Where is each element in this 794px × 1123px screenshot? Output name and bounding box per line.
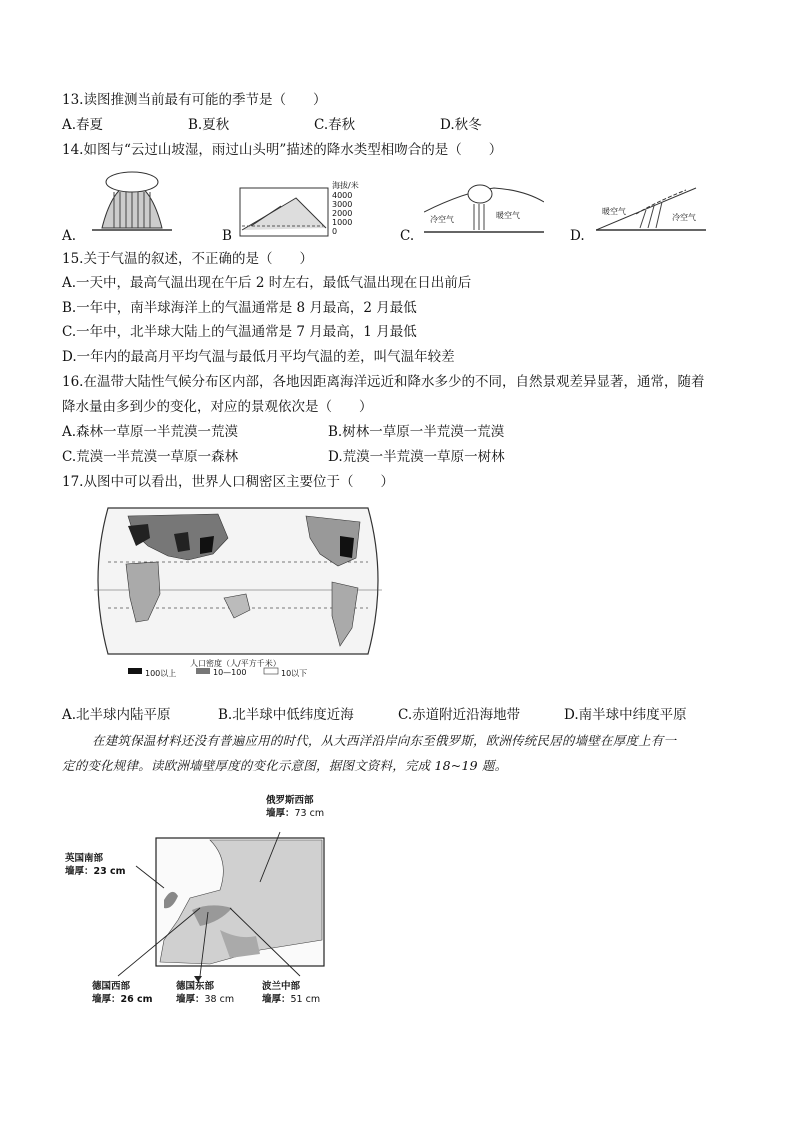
q14-stem: 14.如图与“云过山坡湿，雨过山头明”描述的降水类型相吻合的是（ ） (62, 142, 503, 158)
label-de-west-value: 26 cm (120, 994, 153, 1005)
q15-option-a[interactable]: A.一天中，最高气温出现在午后 2 时左右，最低气温出现在日出前后 (62, 275, 472, 291)
q13-option-c[interactable]: C.春秋 (314, 117, 356, 133)
q17-option-a[interactable]: A.北半球内陆平原 (62, 707, 171, 723)
label-russia-value: 73 cm (294, 808, 325, 819)
europe-wall-map (60, 790, 350, 1010)
q16-stem-line1: 16.在温带大陆性气候分布区内部，各地因距离海洋远近和降水多少的不同，自然景观差异显著，通常，随着 (62, 374, 705, 390)
label-pl-wall: 墙厚： (262, 994, 291, 1005)
q14-b-ylabel: 海拔/米 (332, 181, 359, 190)
q14-option-b[interactable]: B (222, 228, 232, 244)
q17-legend-high: 100以上 (145, 669, 177, 678)
q15-option-b[interactable]: B.一年中，南半球海洋上的气温通常是 8 月最高，2 月最低 (62, 300, 417, 316)
label-de-east-name: 德国东部 (176, 981, 215, 992)
q13-stem: 13.读图推测当前最有可能的季节是（ ） (62, 92, 327, 108)
q14-b-tick-1000: 1000 (332, 218, 353, 227)
q16-option-d[interactable]: D.荒漠一半荒漠一草原一树林 (328, 449, 505, 465)
intro-line2: 定的变化规律。读欧洲墙壁厚度的变化示意图，据图文资料，完成 18~19 题。 (62, 758, 508, 773)
q15-option-d[interactable]: D.一年内的最高月平均气温与最低月平均气温的差，叫气温年较差 (62, 349, 455, 365)
q17-legend-mid: 10—100 (213, 668, 247, 677)
q14-figure-c (424, 182, 544, 238)
label-de-east-value: 38 cm (204, 994, 235, 1005)
label-de-west-name: 德国西部 (92, 981, 131, 992)
q14-b-tick-4000: 4000 (332, 191, 353, 200)
q17-stem: 17.从图中可以看出，世界人口稠密区主要位于（ ） (62, 474, 394, 490)
label-pl-value: 51 cm (290, 994, 321, 1005)
q14-d-warm-air: 暖空气 (602, 207, 626, 216)
q17-world-population-map (88, 498, 388, 680)
q17-option-c[interactable]: C.赤道附近沿海地带 (398, 707, 521, 723)
q14-c-warm-air: 暖空气 (496, 211, 520, 220)
q14-option-a[interactable]: A. (62, 228, 77, 244)
label-uk-name: 英国南部 (65, 853, 104, 864)
label-pl-name: 波兰中部 (262, 981, 301, 992)
label-de-west-wall: 墙厚： (92, 994, 121, 1005)
q14-b-tick-0: 0 (332, 227, 338, 236)
label-de-east-wall: 墙厚： (176, 994, 205, 1005)
q15-option-c[interactable]: C.一年中，北半球大陆上的气温通常是 7 月最高，1 月最低 (62, 324, 417, 340)
q14-b-tick-2000: 2000 (332, 209, 353, 218)
q13-option-b[interactable]: B.夏秋 (188, 117, 230, 133)
q15-stem: 15.关于气温的叙述，不正确的是（ ） (62, 251, 313, 267)
label-russia-wall: 墙厚： (266, 808, 295, 819)
q14-b-tick-3000: 3000 (332, 200, 353, 209)
q14-c-cold-air: 冷空气 (430, 215, 454, 224)
q17-legend-low: 10以下 (281, 669, 308, 678)
q14-option-d[interactable]: D. (570, 228, 585, 244)
q17-option-d[interactable]: D.南半球中纬度平原 (564, 707, 687, 723)
q16-option-a[interactable]: A.森林一草原一半荒漠一荒漠 (62, 424, 239, 440)
q14-option-c[interactable]: C. (400, 228, 415, 244)
q17-legend-title: 人口密度（人/平方千米） (190, 659, 281, 668)
q14-figure-a (92, 168, 172, 238)
intro-line1: 在建筑保温材料还没有普遍应用的时代，从大西洋沿岸向东至俄罗斯，欧洲传统民居的墙壁在厚度上有一 (92, 733, 677, 748)
label-uk-wall: 墙厚： (65, 866, 94, 877)
label-russia-name: 俄罗斯西部 (266, 795, 314, 806)
q17-option-b[interactable]: B.北半球中低纬度近海 (218, 707, 354, 723)
q16-option-b[interactable]: B.树林一草原一半荒漠一荒漠 (328, 424, 505, 440)
label-uk-value: 23 cm (93, 866, 126, 877)
q16-option-c[interactable]: C.荒漠一半荒漠一草原一森林 (62, 449, 239, 465)
q13-option-a[interactable]: A.春夏 (62, 117, 104, 133)
q14-d-cold-air: 冷空气 (672, 213, 696, 222)
q16-stem-line2: 降水量由多到少的变化，对应的景观依次是（ ） (62, 399, 373, 415)
q13-option-d[interactable]: D.秋冬 (440, 117, 482, 133)
